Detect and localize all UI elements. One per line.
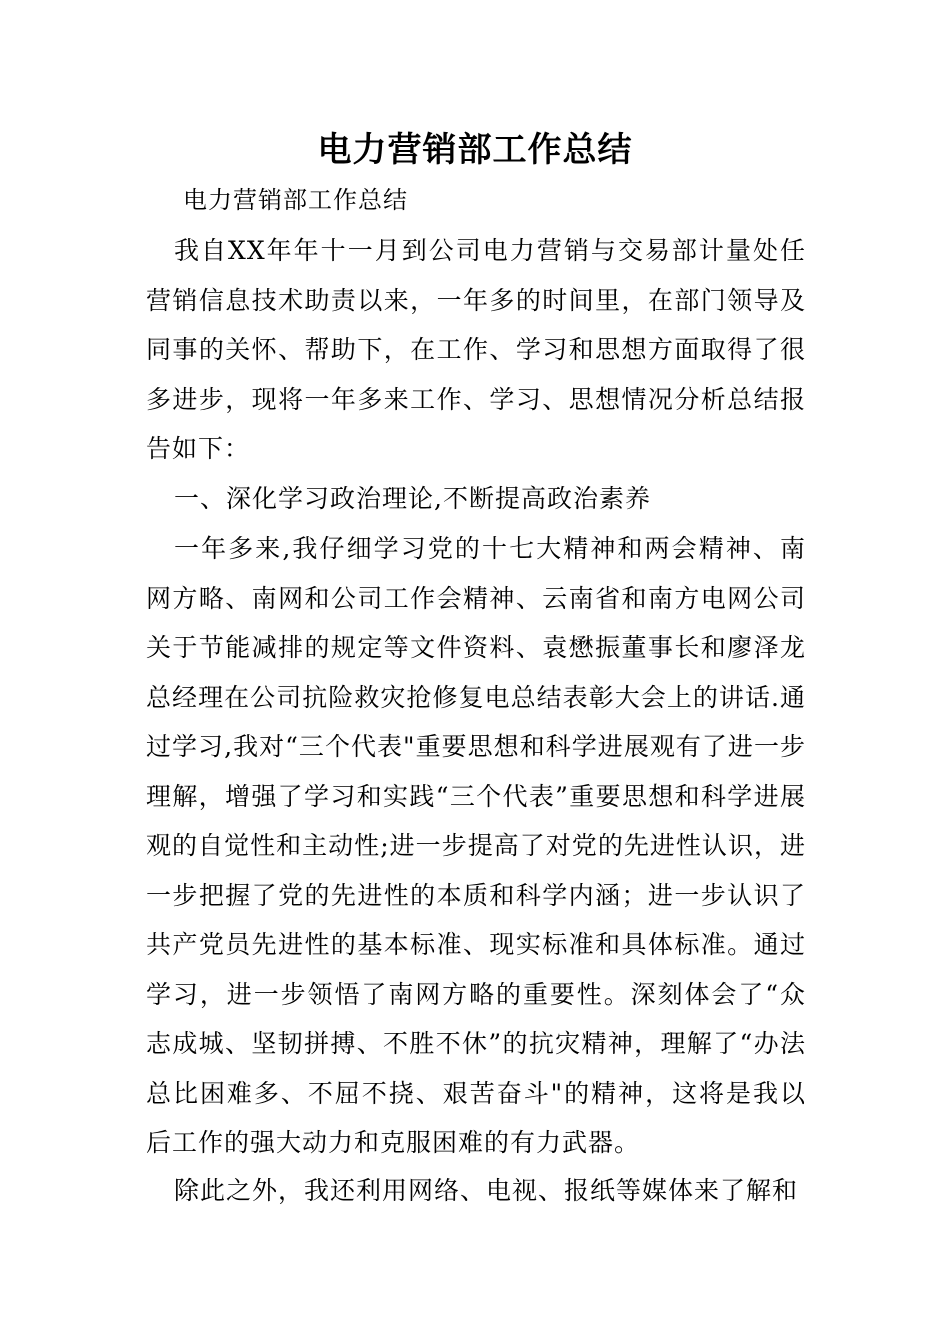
paragraph-block [146,226,806,474]
section-heading: 一、深化学习政治理论,不断提高政治素养 [174,484,651,513]
paragraph-additional: 除此之外，我还利用网络、电视、报纸等媒体来了解和 [174,1176,799,1205]
document-title: 电力营销部工作总结 [317,130,633,170]
paragraph-block [146,1166,806,1216]
paragraph-block [146,474,806,524]
document-subtitle: 电力营销部工作总结 [183,186,408,214]
paragraph-block [146,524,806,1168]
paragraph-study: 一年多来,我仔细学习党的十七大精神和两会精神、南网方略、南网和公司工作会精神、云南省和南方电网公司关于节能减排的规定等文件资料、袁懋振董事长和廖泽龙总经理在公司抗险救灾抢修复电总结表彰大会上的讲话.通过学习,我对“三个代表"重要思想和科学进展观有了进一步理解，增强了学习和实践“三个代表”重要思想和科学进展观的自觉性和主动性;进一步提高了对党的先进性认识，进一步把握了党的先进性的本质和科学内涵；进一步认识了共产党员先进性的基本标准、现实标准和具体标准。通过学习，进一步领悟了南网方略的重要性。深刻体会了“众志成城、坚韧拼搏、不胜不休”的抗灾精神，理解了“办法总比困难多、不屈不挠、艰苦奋斗"的精神，这将是我以后工作的强大动力和克服困难的有力武器。 [146,534,806,1157]
paragraph-intro: 我自XX年年十一月到公司电力营销与交易部计量处任营销信息技术助责以来，一年多的时间里，在部门领导及同事的关怀、帮助下，在工作、学习和思想方面取得了很多进步，现将一年多来工作、学习、思想情况分析总结报告如下： [146,236,806,463]
